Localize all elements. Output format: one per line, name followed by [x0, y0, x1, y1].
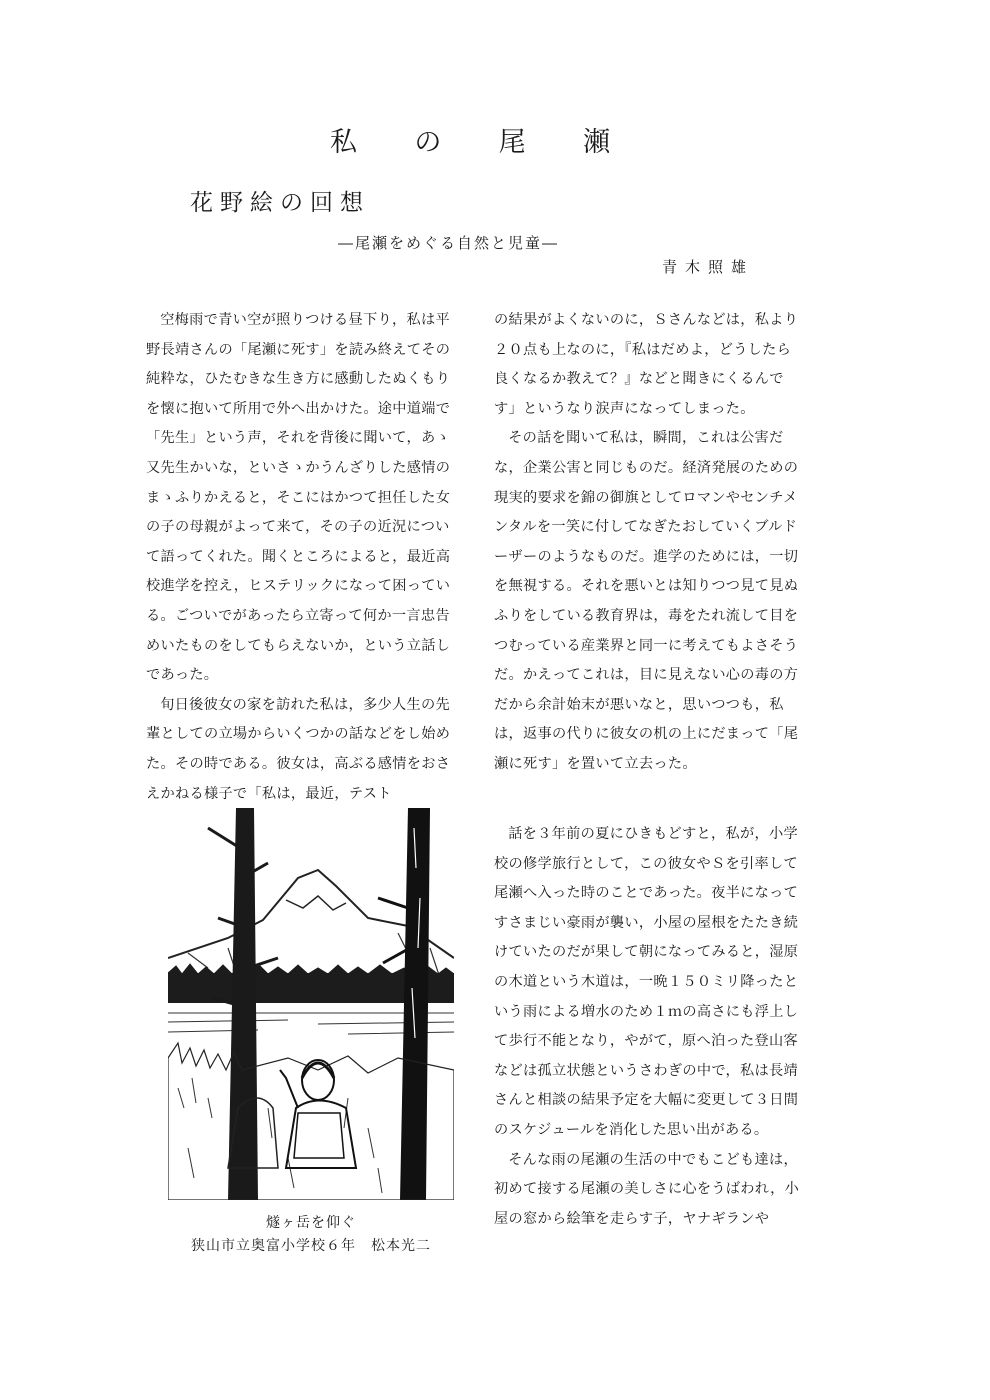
title-char: 尾	[498, 127, 526, 158]
right-tree-trunk	[400, 808, 430, 1200]
article-title	[330, 120, 610, 159]
paragraph: その話を聞いて私は，瞬間，これは公害だな，企業公害と同じものだ。経済発展のための現実的要求を錦の御旗としてロマンやセンチメンタルを一笑に付してなぎたおしていくブルドーザーのようなものだ。進学のためには，一切を無視する。それを悪いとは知りつつ見て見ぬふりをしている教育界は，毒をたれ流して目をつむっている産業界と同一に考えてもよさそうだ。かえってこれは，目に見えない心の毒の方だから余計始末が悪いなと，思いつつも，私は，返事の代りに彼女の机の上にだまって「尾瀬に死す」を置いて立去った。	[494, 430, 799, 772]
mountain-ridge	[286, 896, 346, 910]
title-char: 瀬	[582, 127, 610, 158]
right-column-top	[494, 306, 800, 780]
caption-credit: 狭山市立奥富小学校６年 松本光二	[191, 1238, 431, 1254]
article-tagline: ―尾瀬をめぐる自然と児童―	[338, 234, 560, 252]
paragraph: 話を３年前の夏にひきもどすと，私が，小学校の修学旅行として，この彼女やＳを引率して尾瀬へ入った時のことであった。夜半になってすさまじい豪雨が襲い，小屋の屋根をたたき続けていたのだが果して朝になってみると，湿原の木道という木道は，一晩１５０ミリ降ったという雨による増水のため１ｍの高さにも浮上して歩行不能となり，やがて，原へ泊った登山客などは孤立状態というさわぎの中で，私は長靖さんと相談の結果予定を大幅に変更して３日間のスケジュールを消化した思い出がある。	[494, 826, 799, 1138]
title-char: 私	[330, 127, 357, 158]
paragraph: 空梅雨で青い空が照りつける昼下り，私は平野長靖さんの「尾瀬に死す」を読み終えてその純粋な，ひたむきな生き方に感動したぬくもりを懐に抱いて所用で外へ出かけた。途中道端で「先生」という声，それを背後に聞いて，あゝ又先生かいな，といさゝかうんざりした感情のまゝふりかえると，そこにはかつて担任した女の子の母親がよって来て，その子の近況について語ってくれた。聞くところによると，最近高校進学を控え，ヒステリックになって困っている。ごついでがあったら立寄って何か一言忠告めいたものをしてもらえないか，という立話しであった。	[146, 312, 451, 684]
child-head	[302, 1060, 334, 1100]
child-backpack	[294, 1113, 344, 1158]
author-name: 青木照雄	[662, 258, 755, 276]
woodcut-mountain-drawing	[168, 808, 454, 1200]
left-column	[146, 306, 452, 809]
right-column-bottom	[494, 820, 800, 1234]
article-subtitle: 花野絵の回想	[190, 190, 370, 216]
illustration	[168, 808, 454, 1200]
illustration-caption	[168, 1212, 454, 1258]
paragraph: 旬日後彼女の家を訪れた私は，多少人生の先輩としての立場からいくつかの話などをし始めた。その時である。彼女は，高ぶる感情をおさえかねる様子で「私は，最近，テスト	[146, 696, 451, 802]
paragraph: そんな雨の尾瀬の生活の中でもこども達は，初めて接する尾瀬の美しさに心をうばわれ，小屋の窓から絵筆を走らす子，ヤナギランや	[494, 1151, 800, 1227]
title-char: の	[414, 127, 442, 158]
paragraph: の結果がよくないのに，Ｓさんなどは，私より２０点も上なのに，『私はだめよ，どうしたら良くなるか教えて？』などと聞きにくるんです」というなり涙声になってしまった。	[494, 312, 799, 417]
child-arm	[280, 1070, 298, 1108]
caption-title: 燧ヶ岳を仰ぐ	[266, 1215, 356, 1231]
